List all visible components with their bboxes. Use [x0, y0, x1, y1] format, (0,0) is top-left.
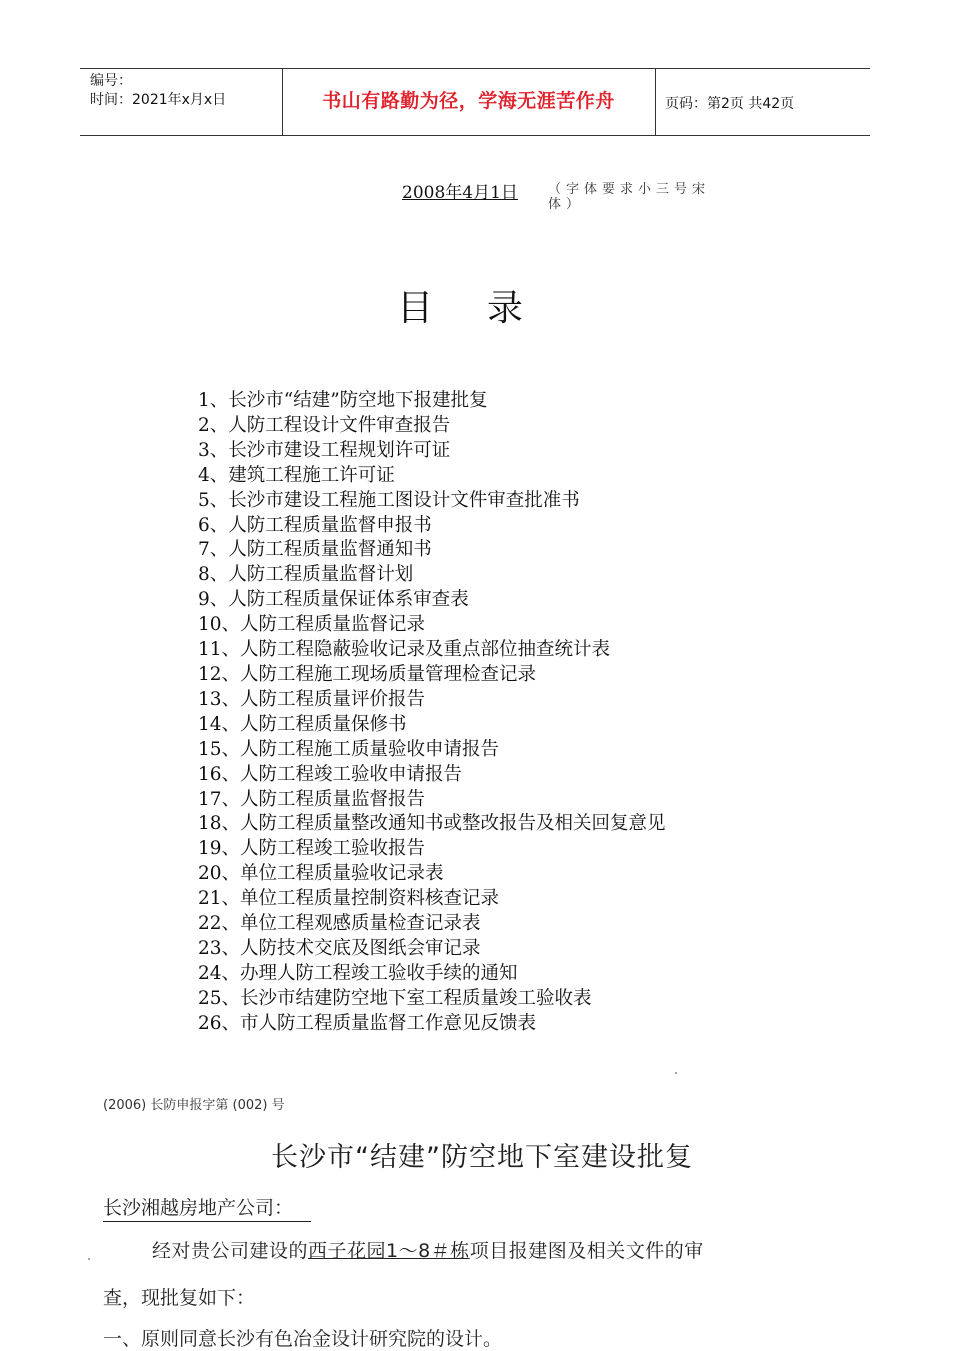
header-bottom-rule [80, 135, 870, 136]
header-number-label: 编号： [90, 73, 132, 89]
reply-p1-prefix: 经对贵公司建设的 [152, 1240, 309, 1262]
font-requirement-note: （字体要求小三号宋体） [548, 182, 711, 212]
scan-speck [88, 1258, 90, 1260]
toc-item: 11、人防工程隐蔽验收记录及重点部位抽查统计表 [198, 639, 611, 661]
toc-item: 21、单位工程质量控制资料核查记录 [198, 888, 500, 910]
header-divider-right [655, 68, 656, 135]
toc-item: 1、长沙市“结建”防空地下报建批复 [198, 390, 488, 411]
toc-item: 7、人防工程质量监督通知书 [198, 539, 432, 561]
toc-item: 23、人防技术交底及图纸会审记录 [198, 937, 481, 959]
toc-item: 26、市人防工程质量监督工作意见反馈表 [198, 1012, 537, 1034]
toc-item: 22、单位工程观感质量检查记录表 [198, 913, 481, 935]
reply-paragraph-1 [152, 1236, 704, 1263]
reply-paragraph-2: 查，现批复如下： [103, 1287, 256, 1309]
header-time-label: 时间：2021年x月x日 [90, 92, 227, 108]
toc-list [198, 389, 666, 1037]
toc-item: 3、长沙市建设工程规划许可证 [198, 439, 451, 461]
toc-item: 18、人防工程质量整改通知书或整改报告及相关回复意见 [198, 813, 666, 835]
toc-item: 24、办理人防工程竣工验收手续的通知 [198, 962, 518, 984]
toc-item: 6、人防工程质量监督申报书 [198, 514, 432, 536]
reply-title: 长沙市“结建”防空地下室建设批复 [271, 1142, 693, 1173]
scan-speck [675, 1072, 677, 1074]
reply-project-name: 西子花园1～8＃栋 [308, 1240, 470, 1262]
header-top-rule [80, 68, 870, 69]
toc-title: 目录 [396, 288, 577, 329]
toc-item: 9、人防工程质量保证体系审查表 [198, 589, 469, 611]
toc-item: 12、人防工程施工现场质量管理检查记录 [198, 663, 537, 685]
toc-item: 4、建筑工程施工许可证 [198, 464, 395, 486]
toc-item: 19、人防工程竣工验收报告 [198, 838, 426, 860]
toc-item: 20、单位工程质量验收记录表 [198, 863, 444, 885]
toc-item: 17、人防工程质量监督报告 [198, 788, 426, 810]
toc-item: 25、长沙市结建防空地下室工程质量竣工验收表 [198, 987, 592, 1009]
header-motto: 书山有路勤为径，学海无涯苦作舟 [322, 90, 615, 112]
toc-item: 10、人防工程质量监督记录 [198, 614, 426, 636]
reply-doc-number: (2006) 长防申报字第 (002) 号 [103, 1098, 285, 1113]
toc-item: 13、人防工程质量评价报告 [198, 688, 426, 710]
toc-item: 2、人防工程设计文件审查报告 [198, 414, 451, 436]
toc-item: 14、人防工程质量保修书 [198, 713, 407, 735]
reply-paragraph-3: 一、原则同意长沙有色冶金设计研究院的设计。 [103, 1328, 503, 1350]
toc-item: 5、长沙市建设工程施工图设计文件审查批准书 [198, 489, 580, 511]
date-line: 2008年4月1日 [402, 183, 518, 203]
toc-item: 16、人防工程竣工验收申请报告 [198, 763, 463, 785]
reply-addressee: 长沙湘越房地产公司： [103, 1193, 311, 1222]
toc-item: 8、人防工程质量监督计划 [198, 564, 414, 586]
header-page-info: 页码：第2页 共42页 [665, 96, 795, 112]
toc-item: 15、人防工程施工质量验收申请报告 [198, 738, 500, 760]
header-meta [90, 72, 226, 110]
reply-p1-suffix: 项目报建图及相关文件的审 [469, 1240, 704, 1262]
